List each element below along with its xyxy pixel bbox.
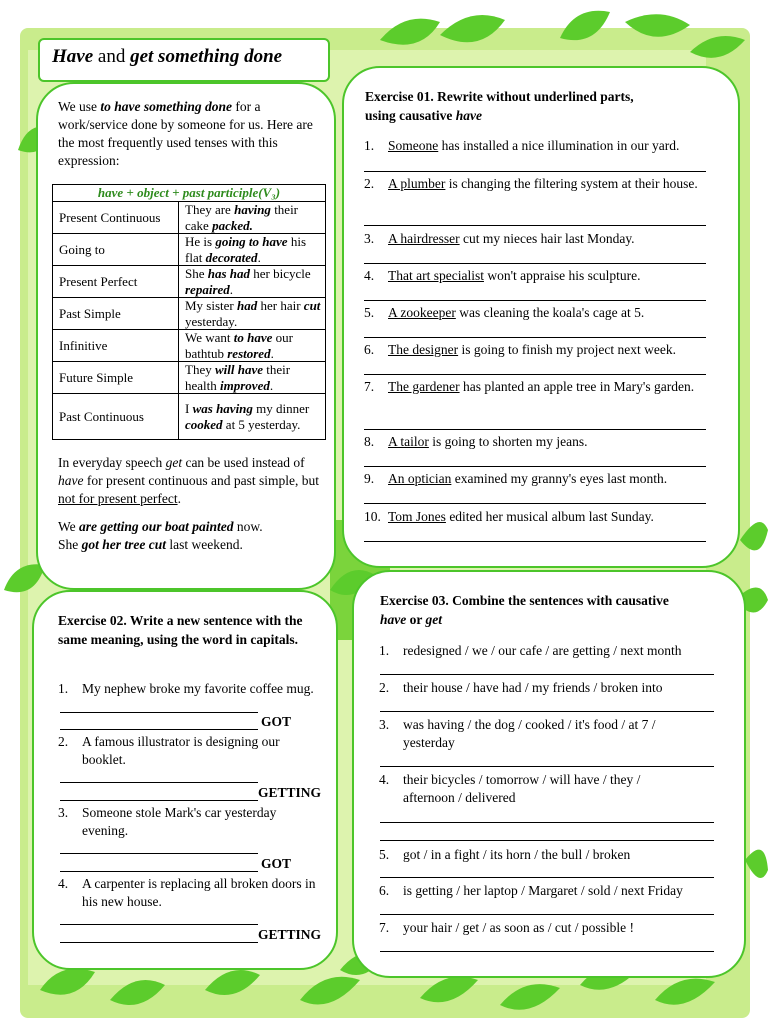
answer-line[interactable] [364,300,706,301]
intro-part: We use [58,99,101,114]
answer-line[interactable] [364,541,706,542]
tense-name: Present Perfect [53,266,179,298]
title-get: get something done [130,46,283,67]
answer-line[interactable] [380,914,714,915]
answer-line[interactable] [60,729,258,730]
capital-word: GOT [261,856,292,871]
leaf-icon [110,980,165,1005]
example-line: We are getting our boat painted now. [58,519,263,534]
page-title [38,38,330,82]
answer-line[interactable] [380,822,714,823]
answer-line[interactable] [380,951,714,952]
leaf-icon [380,19,440,45]
usage-note: In everyday speech get can be used instead of have for present continuous and past simple, but not for present perfect. [58,455,319,506]
tense-example: They will have their health improved. [179,362,326,394]
answer-line[interactable] [60,924,258,925]
intro-part: for a work/service done by someone for us. Here are the most frequently used tenses with this expression: [58,99,313,168]
leaf-icon [300,977,360,1005]
intro-emphasis: to have something done [100,99,233,114]
answer-line[interactable] [380,766,714,767]
answer-line[interactable] [364,263,706,264]
tense-name: Past Simple [53,298,179,330]
tense-example: I was having my dinner cooked at 5 yesterday. [179,394,326,440]
exercise-02-title: Exercise 02. Write a new sentence with the same meaning, using the word in capitals. [58,613,303,647]
tense-name: Infinitive [53,330,179,362]
answer-line[interactable] [364,225,706,226]
leaf-icon [205,970,260,995]
exercise-01-title-line: using causative have [365,108,483,123]
title-have: Have [52,46,94,67]
answer-line[interactable] [380,840,714,841]
exercise-03-title-line: Exercise 03. Combine the sentences with causative [380,593,669,608]
answer-line[interactable] [364,374,706,375]
capital-word: GETTING [258,785,322,800]
answer-line[interactable] [60,942,258,943]
leaf-icon [40,969,95,995]
leaf-icon [625,14,690,37]
usage-examples [58,518,320,554]
leaf-icon [745,850,768,878]
tense-example: My sister had her hair cut yesterday. [179,298,326,330]
tense-example: She has had her bicycle repaired. [179,266,326,298]
exercise-01-title-line: Exercise 01. Rewrite without underlined parts, [365,89,634,104]
tense-name: Present Continuous [53,202,179,234]
tense-example: They are having their cake packed. [179,202,326,234]
answer-line[interactable] [60,782,258,783]
leaf-icon [560,11,610,40]
tense-example: He is going to have his flat decorated. [179,234,326,266]
answer-line[interactable] [364,466,706,467]
answer-line[interactable] [364,171,706,172]
leaf-icon [655,979,715,1005]
answer-line[interactable] [364,503,706,504]
tense-table [52,184,326,440]
table-header: have + object + past participle(V₃) [53,185,326,202]
answer-line[interactable] [60,712,258,713]
leaf-icon [500,984,560,1010]
leaf-icon [690,36,745,58]
capital-word: GOT [261,714,292,729]
exercise-03-title-line: have or get [380,612,442,627]
capital-word: GETTING [258,927,322,942]
answer-line[interactable] [60,871,258,872]
example-line: She got her tree cut last weekend. [58,537,243,552]
answer-line[interactable] [380,711,714,712]
title-and: and [93,46,131,67]
answer-line[interactable] [380,877,714,878]
leaf-icon [740,522,768,550]
exercise-03-title [380,591,730,629]
tense-name: Future Simple [53,362,179,394]
intro-text [58,98,320,170]
answer-line[interactable] [380,674,714,675]
answer-line[interactable] [60,853,258,854]
leaf-icon [440,15,505,42]
leaf-icon [420,977,478,1003]
tense-name: Past Continuous [53,394,179,440]
answer-line[interactable] [60,800,258,801]
answer-line[interactable] [364,337,706,338]
answer-line[interactable] [364,429,706,430]
exercise-01-title [365,87,715,125]
tense-name: Going to [53,234,179,266]
tense-example: We want to have our bathtub restored. [179,330,326,362]
